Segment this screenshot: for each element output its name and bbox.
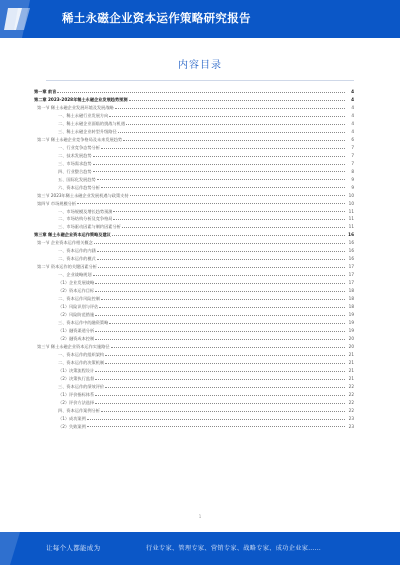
- toc-leader-dots: [101, 148, 345, 149]
- footer-banner: [0, 532, 400, 565]
- toc-entry[interactable]: [34, 389, 354, 397]
- toc-entry-label: 二、稀土永磁企业面临的挑战与机遇: [58, 120, 126, 126]
- toc-entry-label: （2）风险防范措施: [58, 312, 95, 318]
- toc-entry-label: 一、企业战略规划: [58, 272, 92, 278]
- toc-entry-label: （1）融资渠道分析: [58, 328, 95, 334]
- toc-leader-dots: [105, 363, 345, 364]
- toc-leader-dots: [118, 132, 345, 133]
- toc-leader-dots: [95, 291, 345, 292]
- toc-leader-dots: [95, 315, 345, 316]
- toc-entry-page: 19: [348, 328, 354, 334]
- toc-leader-dots: [113, 211, 345, 212]
- toc-entry-page: 10: [348, 192, 354, 198]
- toc-entry-label: （2）决策执行监督: [58, 375, 95, 381]
- toc-entry-page: 8: [351, 168, 354, 174]
- toc-leader-dots: [95, 395, 345, 396]
- toc-entry[interactable]: [34, 277, 354, 285]
- toc-leader-dots: [93, 275, 345, 276]
- toc-entry-label: 二、资本运作的决策机制: [58, 359, 105, 365]
- toc-entry-page: 9: [351, 184, 354, 190]
- toc-entry[interactable]: [34, 166, 354, 174]
- toc-entry-label: 第一节 稀土永磁企业发展环境及发展战略: [37, 104, 114, 110]
- toc-entry-label: 二、技术发展趋势: [58, 152, 92, 158]
- toc-leader-dots: [94, 243, 345, 244]
- toc-entry[interactable]: [34, 198, 354, 206]
- toc-entry-label: 第四节 市场规模分析: [37, 200, 77, 206]
- toc-entry[interactable]: [34, 134, 354, 142]
- toc-entry-page: 17: [348, 272, 354, 278]
- toc-entry-page: 23: [348, 423, 354, 429]
- toc-entry-page: 16: [348, 256, 354, 262]
- toc-entry-page: 22: [348, 391, 354, 397]
- toc-leader-dots: [87, 419, 345, 420]
- toc-entry[interactable]: [34, 325, 354, 333]
- toc-leader-dots: [95, 379, 345, 380]
- toc-entry-page: 21: [348, 359, 354, 365]
- toc-leader-dots: [129, 100, 345, 101]
- toc-entry-page: 7: [351, 152, 354, 158]
- toc-leader-dots: [122, 227, 345, 228]
- toc-entry[interactable]: [34, 182, 354, 190]
- toc-leader-dots: [101, 299, 345, 300]
- toc-entry[interactable]: [34, 110, 354, 118]
- toc-entry-label: （1）风险识别与评估: [58, 304, 99, 310]
- toc-entry-page: 22: [348, 407, 354, 413]
- toc-entry[interactable]: [34, 413, 354, 421]
- toc-entry-label: 第三章 稀土永磁企业资本运作策略及建议: [34, 232, 111, 238]
- toc-entry-page: 20: [348, 336, 354, 341]
- toc-leader-dots: [77, 203, 345, 204]
- toc-leader-dots: [113, 219, 345, 220]
- toc-entry[interactable]: [34, 373, 354, 381]
- toc-entry-label: 三、市场需求趋势: [58, 160, 92, 166]
- toc-entry[interactable]: [34, 301, 354, 309]
- toc-entry-label: 第二节 资本运作的关键因素分析: [37, 264, 97, 270]
- toc-entry[interactable]: [34, 253, 354, 261]
- footer-decoration-icon: [0, 532, 34, 565]
- toc-entry-page: 16: [348, 240, 354, 246]
- toc-entry-label: 四、资本运作案例分析: [58, 407, 100, 413]
- toc-entry[interactable]: [34, 333, 354, 341]
- toc-entry-label: 二、资本运作的模式: [58, 256, 96, 262]
- toc-leader-dots: [97, 251, 345, 252]
- toc-leader-dots: [130, 195, 345, 196]
- toc-entry-label: 二、市场结构分析及竞争格局: [58, 216, 113, 222]
- toc-entry-label: （1）成功案例: [58, 415, 86, 421]
- toc-entry-label: （2）融资成本控制: [58, 336, 95, 341]
- toc-entry-page: 18: [348, 304, 354, 310]
- toc-leader-dots: [101, 187, 345, 188]
- toc-entry-label: 六、资本运作趋势分析: [58, 184, 100, 190]
- toc-entry-page: 17: [348, 280, 354, 286]
- toc-entry-label: 第二章 2023-2028年稀土永磁企业发展趋势预测: [34, 96, 128, 102]
- toc-entry[interactable]: [34, 285, 354, 293]
- toc-entry-page: 9: [351, 176, 354, 182]
- toc-entry-label: （1）评价指标体系: [58, 391, 95, 397]
- toc-entry[interactable]: [34, 190, 354, 198]
- toc-entry-label: 第三节 2023年稀土永磁企业发展机遇与政策支持: [37, 192, 129, 198]
- toc-entry-label: 五、国际化发展趋势: [58, 176, 96, 182]
- toc-entry-label: （1）企业发展战略: [58, 280, 95, 286]
- toc-entry-label: 第一章 前言: [34, 88, 57, 94]
- toc-entry[interactable]: [34, 309, 354, 317]
- toc-entry-page: 23: [348, 415, 354, 421]
- toc-entry-page: 16: [348, 232, 354, 238]
- toc-entry-page: 18: [348, 296, 354, 302]
- toc-leader-dots: [109, 323, 345, 324]
- toc-entry[interactable]: [34, 158, 354, 166]
- toc-entry[interactable]: [34, 206, 354, 214]
- toc-leader-dots: [98, 267, 345, 268]
- toc-leader-dots: [111, 347, 345, 348]
- toc-entry-page: 16: [348, 248, 354, 254]
- toc-entry-page: 4: [351, 120, 354, 126]
- toc-leader-dots: [93, 156, 345, 157]
- toc-entry-page: 11: [348, 216, 354, 222]
- toc-entry-label: （1）决策流程设计: [58, 367, 95, 373]
- toc-leader-dots: [95, 371, 345, 372]
- toc-entry-label: （2）失败案例: [58, 423, 86, 429]
- toc-leader-dots: [95, 339, 345, 340]
- toc-entry[interactable]: [34, 221, 354, 229]
- toc-heading: 内容目录: [178, 60, 222, 71]
- toc-entry-label: 四、行业整合趋势: [58, 168, 92, 174]
- toc-entry-page: 4: [351, 128, 354, 134]
- toc-entry-page: 21: [348, 367, 354, 373]
- toc-entry-label: 三、稀土永磁企业转型升级路径: [58, 128, 117, 134]
- toc-entry-page: 6: [351, 136, 354, 142]
- toc-entry-page: 4: [351, 112, 354, 118]
- logo-icon: [0, 0, 48, 38]
- toc-entry[interactable]: [34, 269, 354, 277]
- toc-leader-dots: [95, 403, 345, 404]
- toc-entry[interactable]: [34, 421, 354, 429]
- toc-entry[interactable]: [34, 102, 354, 110]
- toc-leader-dots: [95, 283, 345, 284]
- toc-entry-page: 7: [351, 144, 354, 150]
- toc-leader-dots: [97, 259, 345, 260]
- table-of-contents: [34, 86, 354, 429]
- toc-entry[interactable]: [34, 237, 354, 245]
- toc-entry-label: （2）资本运作目标: [58, 288, 95, 294]
- page-number: 1: [198, 514, 202, 519]
- toc-leader-dots: [105, 355, 345, 356]
- toc-leader-dots: [97, 179, 345, 180]
- toc-entry[interactable]: [34, 229, 354, 237]
- toc-leader-dots: [126, 124, 345, 125]
- toc-entry-label: 一、资本运作的内涵: [58, 248, 96, 254]
- toc-leader-dots: [87, 426, 345, 427]
- toc-entry[interactable]: [34, 142, 354, 150]
- toc-entry-page: 18: [348, 288, 354, 294]
- toc-entry-label: 一、资本运作的组织架构: [58, 351, 105, 357]
- toc-entry[interactable]: [34, 94, 354, 102]
- toc-leader-dots: [93, 164, 345, 165]
- toc-entry[interactable]: [34, 381, 354, 389]
- toc-entry-page: 10: [348, 200, 354, 206]
- report-title: 稀土永磁企业资本运作策略研究报告: [62, 11, 251, 25]
- toc-entry[interactable]: [34, 261, 354, 269]
- toc-entry[interactable]: [34, 397, 354, 405]
- toc-entry-label: （2）评价方法选择: [58, 399, 95, 405]
- toc-entry-label: 三、市场驱动因素与制约因素分析: [58, 224, 121, 230]
- toc-entry-page: 22: [348, 383, 354, 389]
- toc-entry[interactable]: [34, 174, 354, 182]
- toc-entry[interactable]: [34, 357, 354, 365]
- toc-entry-label: 第一节 企业资本运作相关概念: [37, 240, 93, 246]
- toc-entry-page: 11: [348, 208, 354, 214]
- toc-entry-page: 21: [348, 351, 354, 357]
- toc-leader-dots: [95, 331, 345, 332]
- toc-entry[interactable]: [34, 150, 354, 158]
- toc-entry-page: 17: [348, 264, 354, 270]
- toc-entry-page: 4: [351, 104, 354, 110]
- toc-entry[interactable]: [34, 349, 354, 357]
- toc-leader-dots: [57, 92, 345, 93]
- toc-leader-dots: [99, 307, 345, 308]
- toc-leader-dots: [115, 108, 345, 109]
- toc-entry-page: 4: [351, 96, 354, 102]
- toc-entry[interactable]: [34, 118, 354, 126]
- toc-entry[interactable]: [34, 214, 354, 222]
- toc-leader-dots: [109, 116, 345, 117]
- toc-entry-page: 7: [351, 160, 354, 166]
- toc-entry-page: 11: [348, 224, 354, 230]
- toc-leader-dots: [101, 411, 345, 412]
- toc-entry-label: 一、行业竞争态势分析: [58, 144, 100, 150]
- footer-slogan: 让每个人都能成为: [46, 544, 101, 552]
- toc-leader-dots: [105, 387, 345, 388]
- toc-entry-label: 一、市场规模及增长趋势预测: [58, 208, 113, 214]
- toc-entry[interactable]: [34, 86, 354, 94]
- toc-entry[interactable]: [34, 341, 354, 349]
- toc-leader-dots: [112, 235, 345, 236]
- toc-entry-page: 4: [351, 88, 354, 94]
- toc-entry-page: 19: [348, 320, 354, 326]
- toc-entry-page: 19: [348, 312, 354, 318]
- toc-entry-page: 21: [348, 375, 354, 381]
- footer-roles: 行业专家、管理专家、营销专家、战略专家、成功企业家……: [146, 545, 322, 552]
- toc-leader-dots: [93, 171, 345, 172]
- toc-entry-page: 20: [348, 343, 354, 349]
- toc-entry[interactable]: [34, 365, 354, 373]
- toc-entry[interactable]: [34, 245, 354, 253]
- toc-entry-label: 一、稀土永磁行业发展方向: [58, 112, 109, 118]
- toc-entry-label: 三、资本运作的绩效评价: [58, 383, 105, 389]
- divider: [46, 80, 354, 81]
- toc-entry-label: 二、资本运作风险控制: [58, 296, 100, 302]
- toc-entry-label: 第三节 稀土永磁企业资本运作实施路径: [37, 343, 110, 349]
- toc-entry[interactable]: [34, 317, 354, 325]
- toc-entry[interactable]: [34, 405, 354, 413]
- header-banner: [0, 0, 400, 38]
- toc-entry[interactable]: [34, 293, 354, 301]
- toc-entry-label: 第二节 稀土永磁企业竞争格局及未来发展趋势: [37, 136, 123, 142]
- toc-entry[interactable]: [34, 126, 354, 134]
- toc-leader-dots: [123, 140, 345, 141]
- toc-entry-page: 22: [348, 399, 354, 405]
- toc-entry-label: 三、资本运作中的融资策略: [58, 320, 109, 326]
